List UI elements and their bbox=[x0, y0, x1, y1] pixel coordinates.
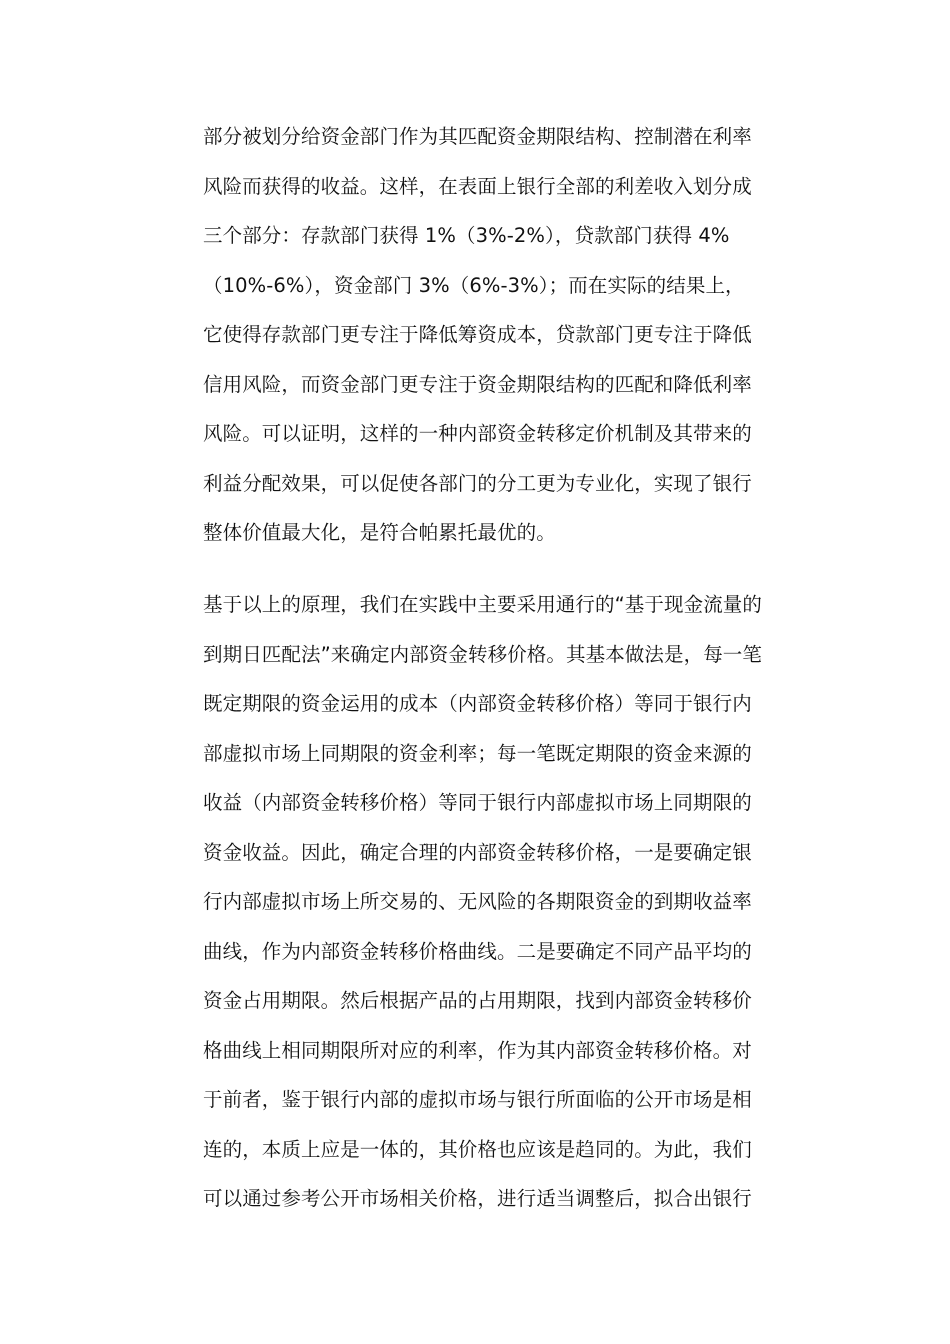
text-line: 既定期限的资金运用的成本（内部资金转移价格）等同于银行内 bbox=[203, 692, 752, 715]
text-line: 可以通过参考公开市场相关价格，进行适当调整后，拟合出银行 bbox=[203, 1187, 752, 1210]
text-line: 资金占用期限。然后根据产品的占用期限，找到内部资金转移价 bbox=[203, 989, 752, 1012]
text-line: 资金收益。因此，确定合理的内部资金转移价格，一是要确定银 bbox=[203, 840, 752, 864]
text-line: （10%-6%），资金部门 3%（6%-3%）；而在实际的结果上， bbox=[203, 273, 745, 297]
text-line: 利益分配效果，可以促使各部门的分工更为专业化，实现了银行 bbox=[203, 471, 752, 495]
text-line: 连的，本质上应是一体的，其价格也应该是趋同的。为此，我们 bbox=[203, 1137, 752, 1161]
text-line: 于前者，鉴于银行内部的虚拟市场与银行所面临的公开市场是相 bbox=[203, 1088, 752, 1111]
text-line: 格曲线上相同期限所对应的利率，作为其内部资金转移价格。对 bbox=[203, 1038, 752, 1062]
text-line: 基于以上的原理，我们在实践中主要采用通行的“基于现金流量的 bbox=[203, 593, 763, 616]
text-line: 行内部虚拟市场上所交易的、无风险的各期限资金的到期收益率 bbox=[203, 890, 752, 913]
text-line: 部分被划分给资金部门作为其匹配资金期限结构、控制潜在利率 bbox=[203, 125, 752, 148]
text-line: 它使得存款部门更专注于降低筹资成本，贷款部门更专注于降低 bbox=[203, 323, 752, 346]
text-line: 曲线，作为内部资金转移价格曲线。二是要确定不同产品平均的 bbox=[203, 939, 752, 963]
paragraph-ftp-method bbox=[203, 580, 813, 1224]
text-line: 风险而获得的收益。这样，在表面上银行全部的利差收入划分成 bbox=[203, 174, 752, 198]
paragraph-profit-allocation bbox=[203, 112, 813, 558]
text-line: 信用风险，而资金部门更专注于资金期限结构的匹配和降低利率 bbox=[203, 372, 752, 396]
text-line: 到期日匹配法”来确定内部资金转移价格。其基本做法是，每一笔 bbox=[203, 642, 763, 666]
text-line: 部虚拟市场上同期限的资金利率；每一笔既定期限的资金来源的 bbox=[203, 741, 752, 765]
text-line: 风险。可以证明，这样的一种内部资金转移定价机制及其带来的 bbox=[203, 422, 752, 445]
text-line: 整体价值最大化，是符合帕累托最优的。 bbox=[203, 521, 556, 544]
text-line: 收益（内部资金转移价格）等同于银行内部虚拟市场上同期限的 bbox=[203, 791, 752, 814]
text-line: 三个部分：存款部门获得 1%（3%-2%），贷款部门获得 4% bbox=[203, 224, 730, 247]
